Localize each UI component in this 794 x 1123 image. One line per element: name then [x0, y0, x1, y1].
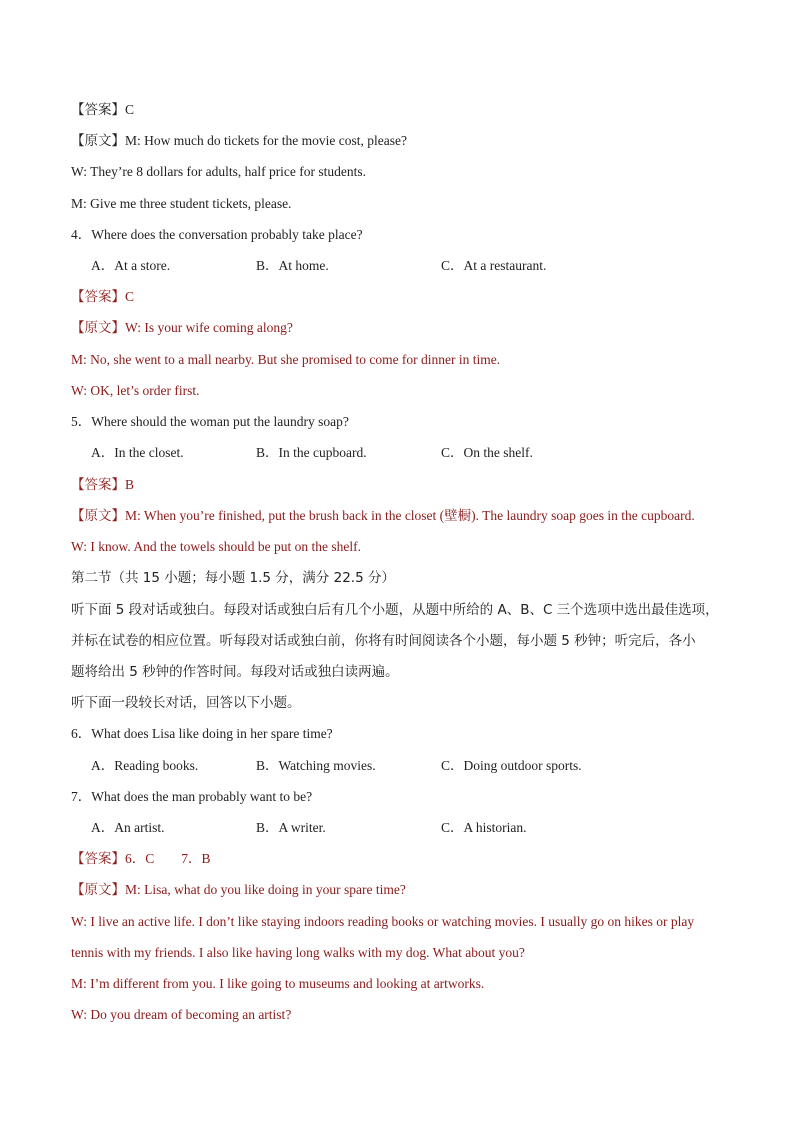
- instruction-line: 听下面一段较长对话，回答以下小题。: [71, 695, 301, 711]
- transcript-line: M: No, she went to a mall nearby. But she promised to come for dinner in time.: [71, 352, 501, 367]
- transcript-line: W: Do you dream of becoming an artist?: [71, 1007, 292, 1022]
- transcript-text: W: Is your wife coming along?: [125, 320, 293, 335]
- option-b: B．A writer.: [256, 820, 326, 835]
- transcript-tag: 【原文】: [71, 133, 125, 149]
- answer-line: [71, 288, 134, 306]
- transcript-text: M: How much do tickets for the movie cost, please?: [125, 133, 407, 148]
- question-4: 4．Where does the conversation probably take place?: [71, 227, 363, 242]
- transcript-line: [71, 319, 293, 337]
- option-b: B．Watching movies.: [256, 758, 376, 773]
- option-b: B．In the cupboard.: [256, 445, 367, 460]
- transcript-line: W: I know. And the towels should be put on the shelf.: [71, 539, 361, 554]
- answer-tag: 【答案】: [71, 289, 125, 305]
- option-a: A．In the closet.: [91, 445, 184, 460]
- option-c: C．At a restaurant.: [441, 258, 547, 273]
- instruction-line: 题将给出 5 秒钟的作答时间。每段对话或独白读两遍。: [71, 664, 399, 680]
- answer-text: B: [125, 477, 135, 492]
- option-c: C．A historian.: [441, 820, 527, 835]
- section-heading: 第二节（共 15 小题；每小题 1.5 分，满分 22.5 分）: [71, 570, 395, 586]
- option-b: B．At home.: [256, 258, 329, 273]
- answer-line: [71, 850, 211, 868]
- answer-tag: 【答案】: [71, 851, 125, 867]
- question-7: 7．What does the man probably want to be?: [71, 789, 313, 804]
- transcript-line: M: Give me three student tickets, please.: [71, 196, 292, 211]
- answer-text: C: [125, 102, 135, 117]
- transcript-line: [71, 881, 406, 899]
- answer-tag: 【答案】: [71, 102, 125, 118]
- question-6: 6．What does Lisa like doing in her spare time?: [71, 726, 333, 741]
- transcript-tag: 【原文】: [71, 882, 125, 898]
- option-a: A．An artist.: [91, 820, 165, 835]
- answer-tag: 【答案】: [71, 477, 125, 493]
- option-a: A．At a store.: [91, 258, 171, 273]
- answer-text: 6．C 7．B: [125, 851, 211, 866]
- answer-line: [71, 101, 134, 119]
- transcript-text: M: When you’re finished, put the brush back in the closet (壁橱). The laundry soap goes in the cupboard.: [125, 508, 695, 523]
- transcript-tag: 【原文】: [71, 320, 125, 336]
- instruction-line: 并标在试卷的相应位置。听每段对话或独白前，你将有时间阅读各个小题，每小题 5 秒钟；听完后，各小: [71, 633, 696, 649]
- instruction-line: 听下面 5 段对话或独白。每段对话或独白后有几个小题，从题中所给的 A、B、C 三个选项中选出最佳选项，: [71, 602, 719, 618]
- question-5: 5．Where should the woman put the laundry soap?: [71, 414, 349, 429]
- transcript-line: M: I’m different from you. I like going to museums and looking at artworks.: [71, 976, 485, 991]
- transcript-line: [71, 507, 695, 525]
- transcript-line: W: They’re 8 dollars for adults, half price for students.: [71, 164, 367, 179]
- transcript-line: W: I live an active life. I don’t like staying indoors reading books or watching movies. I usually go on hikes or play: [71, 914, 695, 929]
- transcript-text: M: Lisa, what do you like doing in your spare time?: [125, 882, 406, 897]
- option-a: A．Reading books.: [91, 758, 199, 773]
- transcript-line: [71, 132, 407, 150]
- answer-text: C: [125, 289, 135, 304]
- transcript-line: W: OK, let’s order first.: [71, 383, 200, 398]
- transcript-tag: 【原文】: [71, 508, 125, 524]
- option-c: C．Doing outdoor sports.: [441, 758, 582, 773]
- answer-line: [71, 476, 134, 494]
- transcript-line: tennis with my friends. I also like having long walks with my dog. What about you?: [71, 945, 525, 960]
- option-c: C．On the shelf.: [441, 445, 533, 460]
